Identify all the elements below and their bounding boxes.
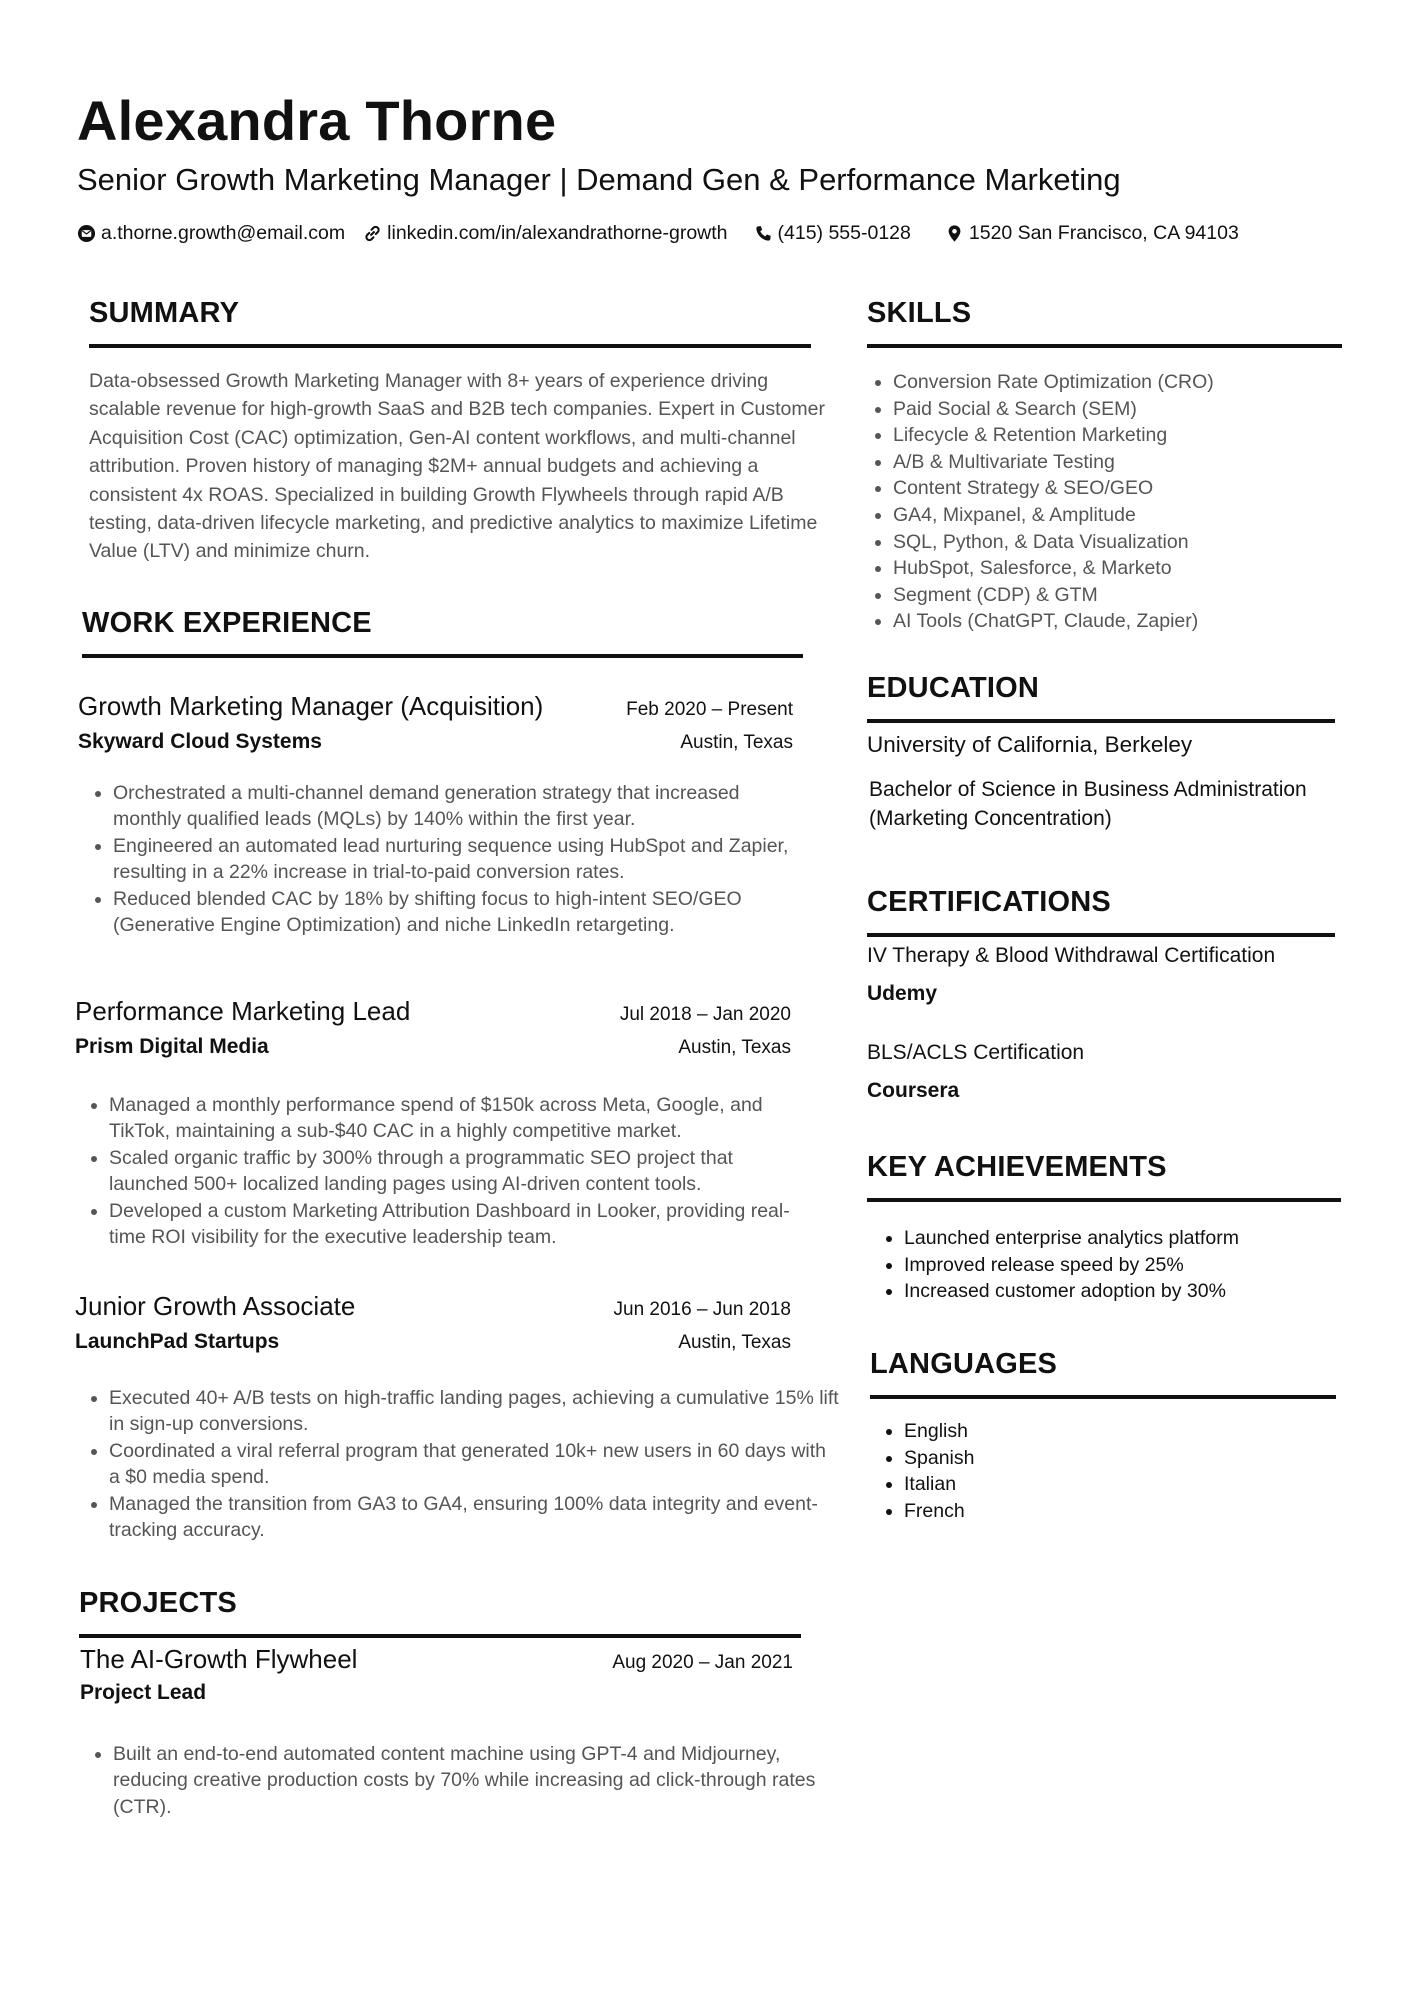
section-divider [870,1395,1336,1399]
job-bullets [78,780,803,938]
bullet-item: • Coordinated a viral referral program that generated 10k+ new users in 60 days with a $0 media spend. [109,1438,839,1491]
project-bullets [80,1741,833,1820]
language-item: • Spanish [904,1445,974,1472]
projects-section [79,1587,801,1638]
contact-email[interactable] [77,222,345,245]
job-location: Austin, Texas [678,1037,791,1058]
certification-issuer: Coursera [867,1079,960,1102]
job-bullets [75,1092,809,1250]
job-company: Prism Digital Media [75,1035,269,1058]
email-icon [77,224,96,243]
projects-heading: PROJECTS [79,1587,237,1619]
bullet-item: • Built an end-to-end automated content machine using GPT-4 and Midjourney, reducing creative production costs by 70% while increasing ad click-through rates (CTR). [113,1741,833,1820]
section-divider [79,1634,801,1638]
project-entry [80,1644,816,1820]
section-divider [867,344,1342,348]
skill-item: • A/B & Multivariate Testing [893,449,1214,476]
candidate-title: Senior Growth Marketing Manager | Demand Gen & Performance Marketing [77,162,1121,197]
experience-heading: WORK EXPERIENCE [82,607,372,639]
certification-name: IV Therapy & Blood Withdrawal Certification [867,944,1276,967]
languages-heading: LANGUAGES [870,1348,1058,1380]
summary-section [89,297,811,348]
skill-item: • GA4, Mixpanel, & Amplitude [893,502,1214,529]
project-dates: Aug 2020 – Jan 2021 [612,1652,793,1673]
bullet-item: • Managed a monthly performance spend of $150k across Meta, Google, and TikTok, maintaining a sub-$40 CAC in a highly competitive market. [109,1092,809,1145]
bullet-item: • Reduced blended CAC by 18% by shifting focus to high-intent SEO/GEO (Generative Engine Optimization) and niche LinkedIn retargeting. [113,886,803,939]
phone-icon [754,224,773,243]
contact-bar [77,222,1354,245]
job-bullets [75,1385,839,1543]
job-location: Austin, Texas [680,732,793,753]
summary-heading: SUMMARY [89,297,240,329]
section-divider [867,719,1335,723]
job-role: Performance Marketing Lead [75,996,411,1026]
contact-linkedin[interactable] [363,222,727,245]
section-divider [89,344,811,348]
skill-item: • SQL, Python, & Data Visualization [893,529,1214,556]
skill-item: • AI Tools (ChatGPT, Claude, Zapier) [893,608,1214,635]
language-item: • Italian [904,1471,974,1498]
linkedin-text: linkedin.com/in/alexandrathorne-growth [387,222,728,244]
section-divider [867,1198,1341,1202]
achievement-item: • Increased customer adoption by 30% [904,1278,1239,1305]
skill-item: • Conversion Rate Optimization (CRO) [893,369,1214,396]
job-role: Growth Marketing Manager (Acquisition) [78,691,544,721]
project-name: The AI-Growth Flywheel [80,1644,358,1674]
achievements-section [867,1151,1341,1202]
skill-item: • Paid Social & Search (SEM) [893,396,1214,423]
achievements-heading: KEY ACHIEVEMENTS [867,1151,1167,1183]
education-degree: Bachelor of Science in Business Administration (Marketing Concentration) [869,778,1307,830]
phone-text: (415) 555-0128 [777,222,911,244]
skills-list [868,369,1214,635]
skill-item: • Lifecycle & Retention Marketing [893,422,1214,449]
address-text: 1520 San Francisco, CA 94103 [968,222,1239,244]
job-entry [75,996,791,1250]
language-item: • French [904,1498,974,1525]
job-location: Austin, Texas [678,1332,791,1353]
bullet-item: • Orchestrated a multi-channel demand generation strategy that increased monthly qualified leads (MQLs) by 140% within the first year. [113,780,803,833]
language-item: • English [904,1418,974,1445]
summary-text: Data-obsessed Growth Marketing Manager with 8+ years of experience driving scalable revenue for high-growth SaaS and B2B tech companies. Expert in Customer Acquisition Cost (CAC) optimization, Gen-AI content workflows, and multi-channel attribution. Proven history of managing $2M+ annual budgets and achieving a consistent 4x ROAS. Specialized in building Growth Flywheels through rapid A/B testing, data-driven lifecycle marketing, and predictive analytics to maximize Lifetime Value (LTV) and minimize churn. [89,370,825,563]
contact-phone[interactable] [754,222,911,245]
section-divider [867,933,1335,937]
certifications-section [867,886,1335,937]
certification-issuer: Udemy [867,982,938,1005]
bullet-item: • Engineered an automated lead nurturing sequence using HubSpot and Zapier, resulting in a 22% increase in trial-to-paid conversion rates. [113,833,803,886]
job-role: Junior Growth Associate [75,1291,356,1321]
section-divider [82,654,803,658]
skills-section [867,297,1342,348]
bullet-item: • Managed the transition from GA3 to GA4, ensuring 100% data integrity and event-tracking accuracy. [109,1491,839,1544]
education-section [867,672,1335,723]
experience-section [82,607,803,658]
job-entry [78,691,793,938]
skill-item: • HubSpot, Salesforce, & Marketo [893,555,1214,582]
skill-item: • Segment (CDP) & GTM [893,582,1214,609]
languages-section [870,1348,1336,1399]
achievements-list [880,1225,1239,1305]
job-dates: Jul 2018 – Jan 2020 [619,1004,791,1025]
achievement-item: • Launched enterprise analytics platform [904,1225,1239,1252]
bullet-item: • Developed a custom Marketing Attribution Dashboard in Looker, providing real-time ROI visibility for the executive leadership team. [109,1198,809,1251]
bullet-item: • Executed 40+ A/B tests on high-traffic landing pages, achieving a cumulative 15% lift in sign-up conversions. [109,1385,839,1438]
skills-heading: SKILLS [867,297,972,329]
skill-item: • Content Strategy & SEO/GEO [893,475,1214,502]
certification-name: BLS/ACLS Certification [867,1041,1085,1064]
job-company: LaunchPad Startups [75,1330,280,1353]
contact-address [945,222,1239,245]
email-text: a.thorne.growth@email.com [101,222,346,244]
achievement-item: • Improved release speed by 25% [904,1252,1239,1279]
job-company: Skyward Cloud Systems [78,730,322,753]
job-entry [75,1291,839,1543]
languages-list [880,1418,974,1524]
candidate-name: Alexandra Thorne [77,89,557,152]
education-heading: EDUCATION [867,672,1040,704]
project-role: Project Lead [80,1681,207,1704]
job-dates: Jun 2016 – Jun 2018 [613,1299,791,1320]
job-dates: Feb 2020 – Present [626,699,793,720]
certifications-heading: CERTIFICATIONS [867,886,1111,918]
bullet-item: • Scaled organic traffic by 300% through a programmatic SEO project that launched 500+ localized landing pages using AI-driven content tools. [109,1145,809,1198]
location-pin-icon [945,224,964,243]
link-icon [363,224,382,243]
education-school: University of California, Berkeley [867,732,1193,757]
